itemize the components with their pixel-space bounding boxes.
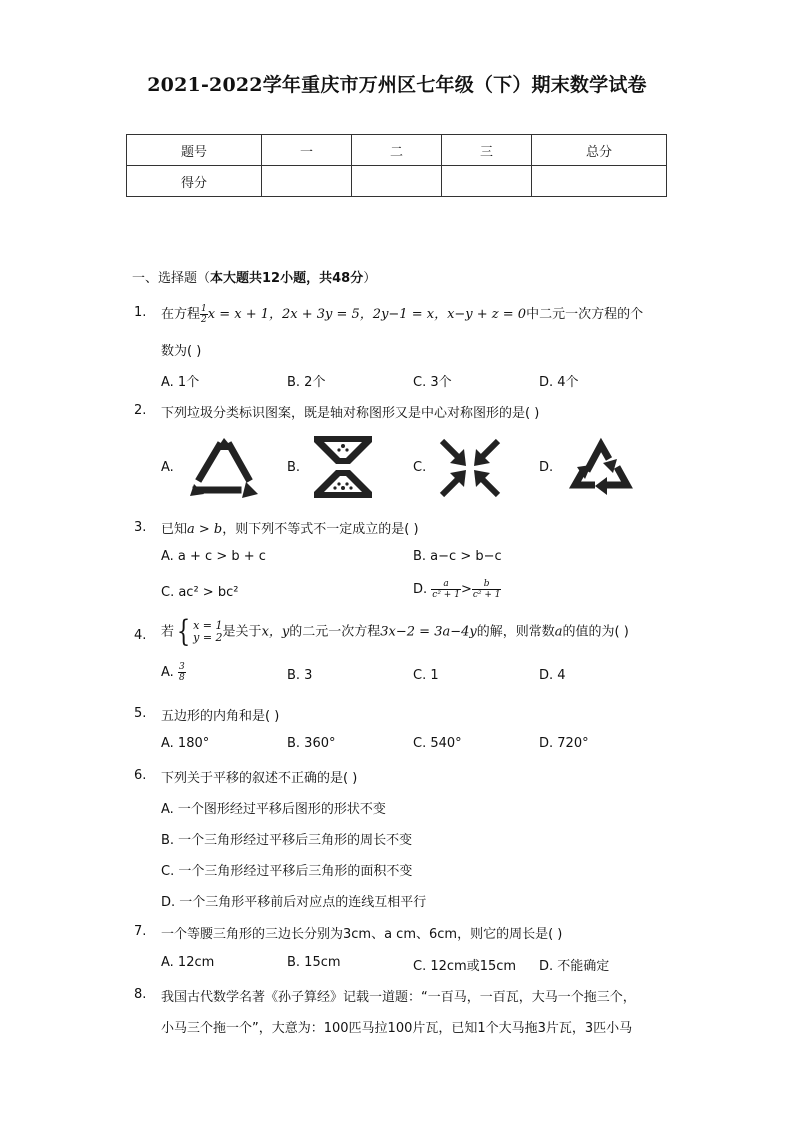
option-a[interactable]: A.	[161, 460, 174, 475]
option-c[interactable]: C.	[413, 460, 427, 475]
fraction-denominator: c² + 1	[432, 590, 460, 600]
score-input-cell[interactable]	[262, 166, 352, 197]
option-d[interactable]: D. 不能确定	[539, 959, 610, 974]
score-header-cell: 一	[262, 135, 352, 166]
option-b[interactable]: B. 2个	[287, 375, 326, 390]
option-d[interactable]: D. 720°	[539, 736, 589, 751]
question-number: 8.	[134, 987, 147, 1002]
fraction	[472, 579, 502, 600]
option-c[interactable]: C. 12cm或15cm	[413, 959, 517, 974]
q4-pre: 若	[161, 624, 175, 640]
option-d-label: D.	[413, 582, 428, 597]
question-number: 5.	[134, 706, 147, 721]
option-d[interactable]: D. 4	[539, 668, 566, 683]
question-5-stem: 五边形的内角和是( )	[161, 709, 280, 724]
q4-mid2: 的二元一次方程	[289, 624, 381, 640]
question-number: 2.	[134, 403, 147, 418]
fraction-denominator: c² + 1	[472, 590, 501, 600]
q3-condition: a > b	[187, 522, 223, 537]
section-prefix: 一、选择题（	[132, 271, 211, 286]
four-arrows-icon	[436, 437, 504, 499]
option-b[interactable]: B. 一个三角形经过平移后三角形的周长不变	[161, 833, 413, 848]
equation-system	[193, 620, 222, 644]
question-number: 4.	[134, 628, 147, 643]
question-6-stem: 下列关于平移的叙述不正确的是( )	[161, 771, 358, 786]
left-brace: {	[176, 614, 191, 649]
question-1-stem-line2: 数为( )	[161, 344, 202, 359]
option-b[interactable]: B.	[287, 460, 301, 475]
option-d[interactable]: D.	[539, 460, 554, 475]
question-8-stem: 我国古代数学名著《孙子算经》记载一道题：“一百马，一百瓦，大马一个拖三个，	[161, 990, 636, 1005]
option-a[interactable]: A. a + c > b + c	[161, 549, 266, 564]
fraction	[178, 662, 186, 683]
hourglass-icon	[310, 432, 376, 502]
option-c[interactable]: C. 1	[413, 668, 439, 683]
fraction-denominator: 8	[178, 673, 185, 683]
score-header-cell: 题号	[127, 135, 262, 166]
option-a[interactable]: A. 180°	[161, 736, 210, 751]
question-number: 7.	[134, 924, 147, 939]
fraction-numerator: b	[472, 579, 502, 590]
system-eq-2: y = 2	[193, 631, 223, 644]
fraction	[431, 579, 461, 600]
option-d[interactable]: D. 4个	[539, 375, 579, 390]
score-input-cell[interactable]	[352, 166, 442, 197]
option-b[interactable]: B. 3	[287, 668, 313, 683]
option-a[interactable]: A. 一个图形经过平移后图形的形状不变	[161, 802, 386, 817]
question-number: 3.	[134, 520, 147, 535]
option-d[interactable]: D. 一个三角形平移前后对应点的连线互相平行	[161, 895, 427, 910]
section-heading	[132, 267, 376, 286]
question-1-stem	[161, 303, 643, 325]
fraction-numerator: a	[431, 579, 461, 590]
question-3-stem	[161, 518, 419, 537]
section-bold: 本大题共12小题，共48分	[210, 271, 364, 286]
question-number: 1.	[134, 305, 147, 320]
score-table-header-row	[127, 135, 667, 166]
q4-post2: 的值的为( )	[562, 624, 629, 640]
option-b[interactable]: B. a−c > b−c	[413, 549, 502, 564]
question-8-stem-line2: 小马三个拖一个”，大意为：100匹马拉100片瓦，已知1个大马拖3片瓦，3匹小马	[161, 1021, 633, 1036]
q3-pre: 已知	[161, 522, 188, 537]
fraction	[200, 304, 208, 325]
score-table-score-row	[127, 166, 667, 197]
q4-constant: a	[554, 624, 563, 640]
score-header-cell: 三	[442, 135, 532, 166]
option-c[interactable]: C. 一个三角形经过平移后三角形的面积不变	[161, 864, 413, 879]
option-b[interactable]: B. 15cm	[287, 955, 341, 970]
q1-pre: 在方程	[161, 307, 201, 322]
q4-vars: x，y	[261, 624, 290, 640]
score-input-cell[interactable]	[442, 166, 532, 197]
greater-than: >	[460, 582, 472, 597]
option-a-label: A.	[161, 665, 174, 680]
question-7-stem: 一个等腰三角形的三边长分别为3cm、a cm、6cm，则它的周长是( )	[161, 927, 563, 942]
score-table	[126, 134, 667, 197]
option-a[interactable]: A. 12cm	[161, 955, 215, 970]
recycle-triangle-icon	[186, 436, 262, 498]
fraction-denominator: 2	[201, 315, 207, 325]
option-b[interactable]: B. 360°	[287, 736, 336, 751]
q4-post: 的解，则常数	[476, 624, 555, 640]
score-input-cell[interactable]	[532, 166, 667, 197]
score-row-label: 得分	[127, 166, 262, 197]
q4-mid: 是关于	[222, 624, 262, 640]
option-c[interactable]: C. ac² > bc²	[161, 585, 239, 600]
question-2-stem: 下列垃圾分类标识图案，既是轴对称图形又是中心对称图形的是( )	[161, 406, 540, 421]
recycle-icon	[565, 433, 637, 501]
option-a[interactable]	[161, 662, 186, 683]
q4-equation: 3x−2 = 3a−4y	[380, 624, 477, 640]
option-a[interactable]: A. 1个	[161, 375, 200, 390]
fraction-numerator: 3	[178, 662, 185, 672]
q1-post: 中二元一次方程的个	[526, 307, 644, 322]
option-d[interactable]	[413, 579, 501, 600]
question-number: 6.	[134, 768, 147, 783]
section-suffix: ）	[363, 271, 377, 286]
q3-post: ，则下列不等式不一定成立的是( )	[222, 522, 419, 537]
option-c[interactable]: C. 540°	[413, 736, 462, 751]
fraction-numerator: 1	[201, 304, 207, 314]
system-eq-1: x = 1	[193, 619, 223, 632]
page-title: 2021-2022学年重庆市万州区七年级（下）期末数学试卷	[147, 74, 647, 96]
score-header-cell: 总分	[532, 135, 667, 166]
question-4-stem	[161, 614, 629, 649]
q1-equations: x = x + 1，2x + 3y = 5，2y−1 = x，x−y + z = 0	[207, 307, 527, 322]
score-header-cell: 二	[352, 135, 442, 166]
option-c[interactable]: C. 3个	[413, 375, 452, 390]
